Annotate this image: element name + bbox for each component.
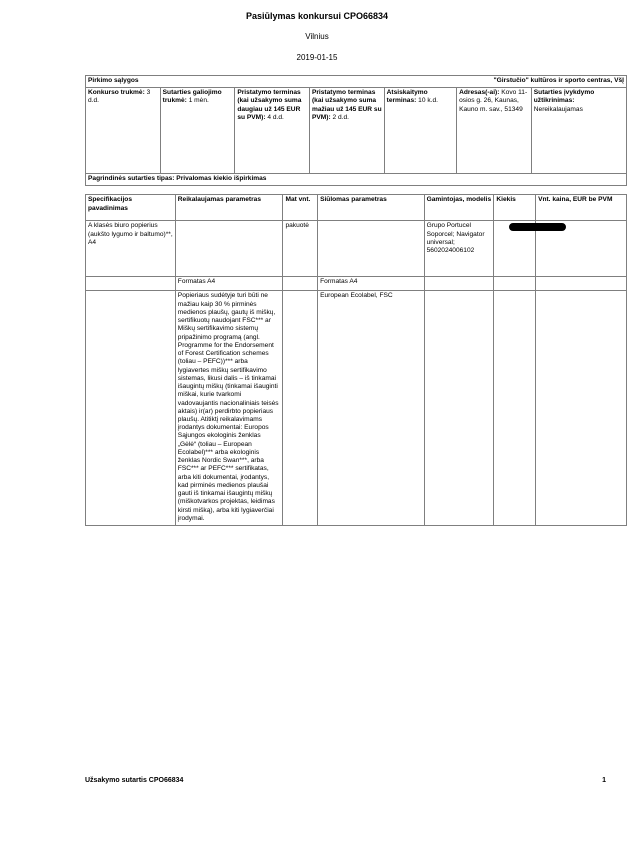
condition-value: 3 d.d.	[88, 89, 151, 105]
specification-table	[85, 194, 627, 526]
condition-label: Pristatymo terminas (kai užsakymo suma mažiau už 145 EUR su PVM):	[311, 89, 382, 121]
spec-cell	[86, 277, 176, 291]
spec-cell-reikalaujamas-ekologija: Popieriaus sudėtyje turi būti ne mažiau kaip 30 % pirminės medienos plaušų, gautų iš miškų, sertifikuotų naudojant FSC*** ar Miškų sertifikavimo sistemų pripažinimo programą (angl. Programme for the Endorsement of Forest Certification schemes (toliau – PEFC))*** arba lygiavertes miškų sertifikavimo sistemas, likusi dalis – iš tinkamai išaugintų miškų (tinkamai išauginti miškai, kurie tvarkomi vadovaujantis nacionaliniais teisės aktais) ir(ar) perdirbto popieriaus plaušų. Atitiktį reikalavimams įrodantys dokumentai: Europos Sąjungos ekologinis ženklas „Gėlė“ (toliau – European Ecolabel)*** arba ekologinis ženklas Nordic Swan***, arba FSC*** ar PEFC*** sertifikatas, arba kiti dokumentai, įrodantys, kad pirminės medienos plaušai gauti iš tinkamai išaugintų miškų (miškotvarkos projektas, leidimas kirsti mišką), arba kiti lygiaverčiai įrodymai.	[175, 291, 283, 526]
spec-header-reikalaujamas: Reikalaujamas parametras	[175, 195, 283, 221]
spec-row-2	[86, 277, 627, 291]
spec-cell	[536, 291, 627, 526]
condition-label: Konkurso trukmė:	[88, 89, 145, 97]
spec-cell	[318, 221, 425, 277]
purchase-conditions-table	[85, 75, 627, 186]
condition-label: Sutarties galiojimo trukmė:	[162, 89, 222, 105]
spec-cell	[424, 277, 494, 291]
spec-cell-gamintojas: Grupo Portucel Soporcel; Navigator universal; 5602024006102	[424, 221, 494, 277]
condition-label: Sutarties įvykdymo užtikrinimas:	[533, 89, 595, 105]
document-body	[85, 75, 627, 526]
condition-value: Kovo 11-osios g. 26, Kaunas, Kauno m. sav., 51349	[459, 89, 528, 113]
page-footer	[85, 777, 606, 784]
spec-cell	[536, 277, 627, 291]
condition-label: Atsiskaitymo terminas:	[386, 89, 428, 105]
condition-label: Adresas(-ai):	[459, 89, 500, 97]
condition-cell-atsiskaitymas	[384, 88, 456, 174]
condition-value: Nereikalaujamas	[533, 105, 583, 113]
spec-cell	[86, 291, 176, 526]
date-line: 2019-01-15	[296, 53, 338, 62]
spec-header-kiekis: Kiekis	[494, 195, 536, 221]
condition-cell-pristatymas-daugiau	[235, 88, 310, 174]
spec-header-mat-vnt: Mat vnt.	[283, 195, 318, 221]
spec-cell	[283, 291, 318, 526]
spec-row-3	[86, 291, 627, 526]
spec-header-specifikacija: Specifikacijos pavadinimas	[86, 195, 176, 221]
condition-value: 1 mėn.	[188, 97, 209, 105]
redaction-box	[509, 223, 566, 231]
spec-cell	[424, 291, 494, 526]
spec-cell	[494, 277, 536, 291]
condition-cell-pristatymas-maziau	[309, 88, 384, 174]
condition-cell-sutarties-galiojimas	[160, 88, 235, 174]
buyer-name: "Girstučio" kultūros ir sporto centras, VšĮ	[493, 77, 624, 84]
spec-header-vnt-kaina: Vnt. kaina, EUR be PVM	[536, 195, 627, 221]
section-label: Pirkimo sąlygos	[88, 77, 139, 84]
spec-row-1	[86, 221, 627, 277]
condition-value: 10 k.d.	[418, 97, 438, 105]
spec-header-siulomas: Siūlomas parametras	[318, 195, 425, 221]
condition-label: Pristatymo terminas (kai užsakymo suma daugiau už 145 EUR su PVM):	[237, 89, 302, 121]
city-line: Vilnius	[305, 32, 329, 41]
spec-cell-pavadinimas: A klasės biuro popierius (aukšto lygumo ir baltumo)**, A4	[86, 221, 176, 277]
condition-value: 4 d.d.	[267, 113, 284, 121]
condition-cell-konkurso-trukme	[86, 88, 161, 174]
spec-cell	[494, 291, 536, 526]
spec-header-row	[86, 195, 627, 221]
spec-cell	[175, 221, 283, 277]
spec-cell	[283, 277, 318, 291]
condition-cell-uztikrinimas	[531, 88, 626, 174]
spec-cell-reikalaujamas: Formatas A4	[175, 277, 283, 291]
page-title: Pasiūlymas konkursui CPO66834	[245, 11, 389, 21]
footer-document-label: Užsakymo sutartis CPO66834	[85, 777, 184, 784]
spec-cell-siulomas: Formatas A4	[318, 277, 425, 291]
condition-value: 2 d.d.	[332, 113, 349, 121]
conditions-title-cell	[86, 76, 627, 88]
footer-page-number: 1	[602, 777, 606, 784]
spec-cell-siulomas-ekologija: European Ecolabel, FSC	[318, 291, 425, 526]
condition-cell-adresas	[457, 88, 532, 174]
spec-cell-mat-vnt: pakuotė	[283, 221, 318, 277]
document-header	[0, 0, 634, 62]
spec-header-gamintojas: Gamintojas, modelis	[424, 195, 494, 221]
spec-cell-vnt-kaina	[536, 221, 627, 277]
contract-type-row: Pagrindinės sutarties tipas: Privalomas kiekio išpirkimas	[86, 174, 627, 186]
